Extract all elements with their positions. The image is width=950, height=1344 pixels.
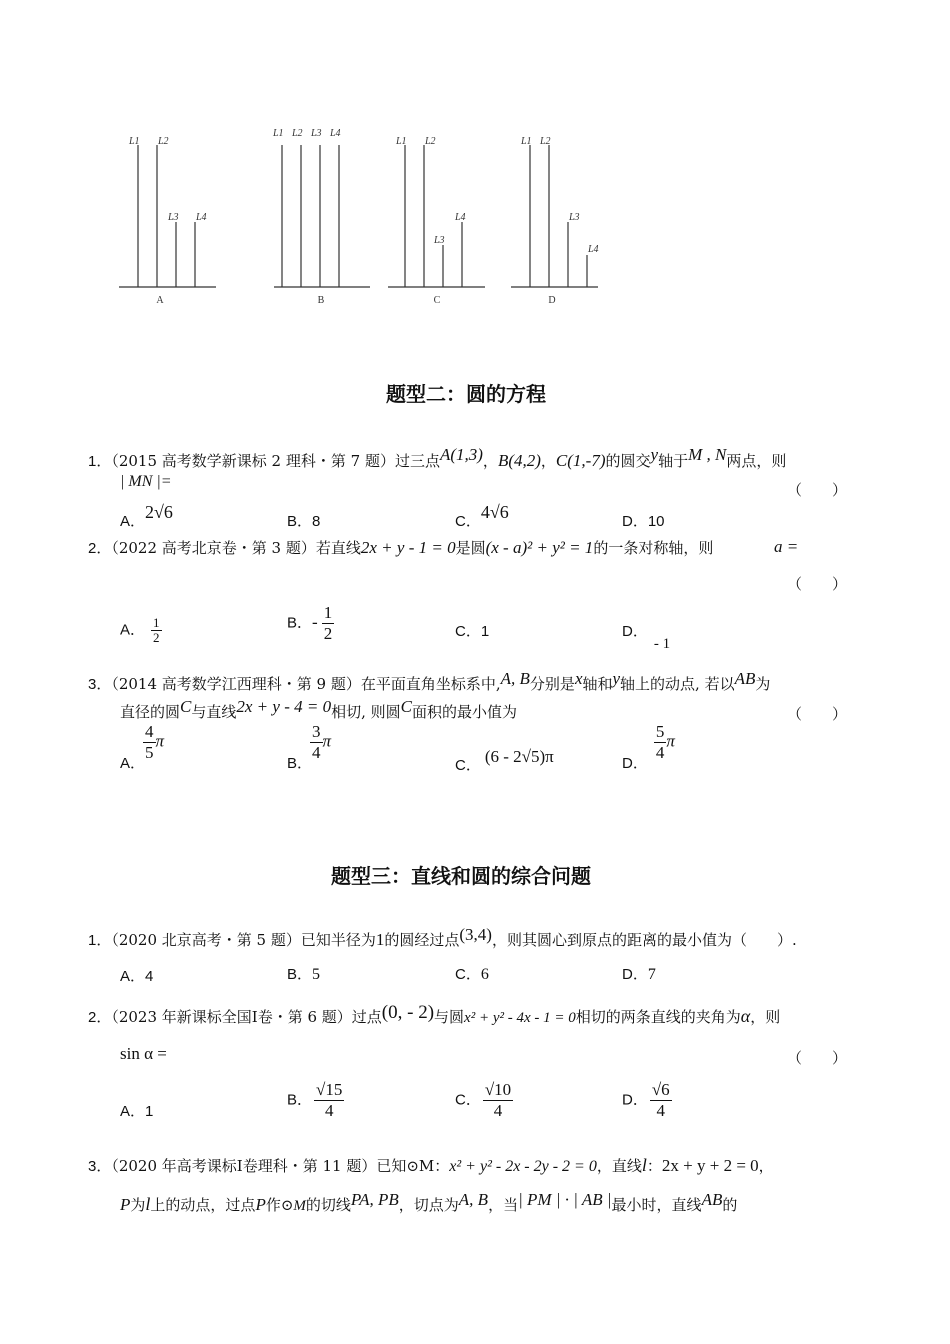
s3-q3-circle-equation: x² + y² - 2x - 2y - 2 = 0 bbox=[449, 1158, 597, 1175]
panel-a-label-l2: L2 bbox=[158, 136, 169, 147]
s3-q1-option-a[interactable]: A．4 bbox=[120, 968, 154, 985]
panel-b-caption: B bbox=[317, 295, 325, 306]
s3-q2-option-b[interactable]: B． $\frac{√15}{4}$ bbox=[287, 1080, 343, 1120]
s2-q2-option-b[interactable]: B．- $\frac{1}{2}$ bbox=[287, 603, 333, 643]
s2-q2-answer-paren: （ ） bbox=[787, 575, 848, 593]
panel-c-label-l2: L2 bbox=[425, 136, 436, 147]
panel-d-label-l2: L2 bbox=[540, 136, 551, 147]
s2-q3-line2: 直径的圆C与直线2x + y - 4 = 0相切, 则圆C面积的最小值为 bbox=[120, 697, 517, 721]
panel-b-label-l1: L1 bbox=[273, 128, 284, 139]
panel-a-caption: A bbox=[156, 295, 164, 306]
s2-q1-point-b: B(4,2) bbox=[497, 451, 541, 470]
s2-q2-option-c[interactable]: C．1 bbox=[455, 623, 490, 640]
s2-q3-option-a[interactable]: A． $\frac{4}{5}$ π bbox=[120, 722, 165, 773]
s3-q2-circle-equation: x² + y² - 4x - 1 = 0 bbox=[464, 1010, 576, 1026]
s3-q3-product-expression: | PM | · | AB | bbox=[518, 1190, 612, 1209]
s2-q1-mn: M , N bbox=[688, 445, 727, 464]
s2-q3-line1: 3．（2014 高考数学江西理科・第 9 题）在平面直角坐标系中,A, B分别是x轴和y轴上的动点, 若以AB为 bbox=[88, 669, 771, 693]
s2-q1-source: （2015 高考数学新课标 2 理科・第 7 题）过三点 bbox=[111, 452, 440, 470]
s3-q3-line-equation: 2x + y + 2 = 0 bbox=[661, 1156, 759, 1175]
s2-q1-point-c: C(1,-7) bbox=[555, 451, 606, 470]
s2-q1-answer-paren: （ ） bbox=[787, 481, 848, 499]
panel-c-label-l3: L3 bbox=[434, 235, 445, 246]
s2-q3-answer-paren: （ ） bbox=[787, 705, 848, 723]
s2-q1-line2: | MN |= bbox=[120, 473, 172, 490]
s3-q2-point: (0, - 2) bbox=[381, 1002, 435, 1023]
s3-q1-option-b[interactable]: B．5 bbox=[287, 966, 321, 983]
panel-a-label-l3: L3 bbox=[168, 212, 179, 223]
s2-q3-option-d[interactable]: D． $\frac{5}{4}$ π bbox=[622, 722, 675, 773]
s2-q3-option-b[interactable]: B． $\frac{3}{4}$ π bbox=[287, 722, 332, 773]
panel-b-label-l3: L3 bbox=[311, 128, 322, 139]
s3-q3-line1: 3．（2020 年高考课标Ⅰ卷理科・第 11 题）已知⊙M：x² + y² - 2x - 2y - 2 = 0，直线l：2x + y + 2 = 0， bbox=[88, 1155, 774, 1175]
s2-q1-option-d[interactable]: D．10 bbox=[622, 513, 665, 530]
s3-q1-option-c[interactable]: C．6 bbox=[455, 966, 489, 983]
s3-q2-line1: 2．（2023 年新课标全国Ⅰ卷・第 6 题）过点(0, - 2)与圆x² + y² - 4x - 1 = 0相切的两条直线的夹角为α，则 bbox=[88, 1002, 781, 1026]
panel-c-caption: C bbox=[433, 295, 441, 306]
s3-q3-line2: P为l上的动点，过点P作⊙M的切线PA, PB，切点为A, B，当| PM | · | AB |最小时，直线AB的 bbox=[120, 1190, 738, 1214]
s3-q2-line2: sin α = bbox=[120, 1044, 167, 1063]
s2-q3-line-equation: 2x + y - 4 = 0 bbox=[236, 697, 332, 716]
s3-q2-option-c[interactable]: C． $\frac{√10}{4}$ bbox=[455, 1080, 512, 1120]
panel-c-label-l4: L4 bbox=[455, 212, 466, 223]
section-3-title: 题型三：直线和圆的综合问题 bbox=[331, 864, 591, 888]
s2-q2-option-d[interactable]: D．- 1 bbox=[622, 623, 671, 652]
vertical-lines-figure bbox=[0, 0, 950, 330]
panel-a-label-l4: L4 bbox=[196, 212, 207, 223]
panel-c-label-l1: L1 bbox=[396, 136, 407, 147]
panel-d-label-l1: L1 bbox=[521, 136, 532, 147]
s2-q2-option-a[interactable]: A． $\frac{1}{2}$ bbox=[120, 615, 160, 645]
s2-q1-line1: 1．（2015 高考数学新课标 2 理科・第 7 题）过三点A(1,3)，B(4,2)，C(1,-7)的圆交y轴于M , N两点，则 bbox=[88, 445, 787, 470]
s2-q2-line1: 2．（2022 高考北京卷・第 3 题）若直线2x + y - 1 = 0是圆(x - a)² + y² = 1的一条对称轴，则 bbox=[88, 538, 714, 557]
s2-q3-option-c[interactable]: C． (6 - 2√5)π bbox=[455, 747, 554, 774]
s3-q2-option-a[interactable]: A．1 bbox=[120, 1103, 154, 1120]
s2-q1-number: 1． bbox=[88, 453, 112, 470]
s3-q1-option-d[interactable]: D．7 bbox=[622, 966, 656, 983]
s3-q2-answer-paren: （ ） bbox=[787, 1049, 848, 1067]
s2-q2-line-equation: 2x + y - 1 = 0 bbox=[360, 538, 456, 557]
s3-q1-line1: 1．（2020 北京高考・第 5 题）已知半径为1的圆经过点(3,4)，则其圆心到原点的距离的最小值为（ ）. bbox=[88, 925, 797, 949]
panel-d-caption: D bbox=[548, 295, 556, 306]
section-2-title: 题型二：圆的方程 bbox=[386, 382, 546, 406]
s2-q1-option-b[interactable]: B．8 bbox=[287, 513, 321, 530]
panel-d-label-l4: L4 bbox=[588, 244, 599, 255]
panel-d-label-l3: L3 bbox=[569, 212, 580, 223]
s2-q1-point-a: A(1,3) bbox=[439, 445, 483, 464]
panel-b-label-l2: L2 bbox=[292, 128, 303, 139]
s2-q1-option-a[interactable]: A．2√6 bbox=[120, 502, 173, 530]
s2-q2-a-equals: a = bbox=[774, 537, 799, 556]
s3-q1-point: (3,4) bbox=[459, 925, 492, 944]
panel-b-label-l4: L4 bbox=[330, 128, 341, 139]
s3-q2-option-d[interactable]: D． $\frac{√6}{4}$ bbox=[622, 1080, 670, 1120]
s2-q1-option-c[interactable]: C．4√6 bbox=[455, 502, 509, 530]
panel-a-label-l1: L1 bbox=[129, 136, 140, 147]
s2-q2-circle-equation: (x - a)² + y² = 1 bbox=[485, 538, 594, 557]
